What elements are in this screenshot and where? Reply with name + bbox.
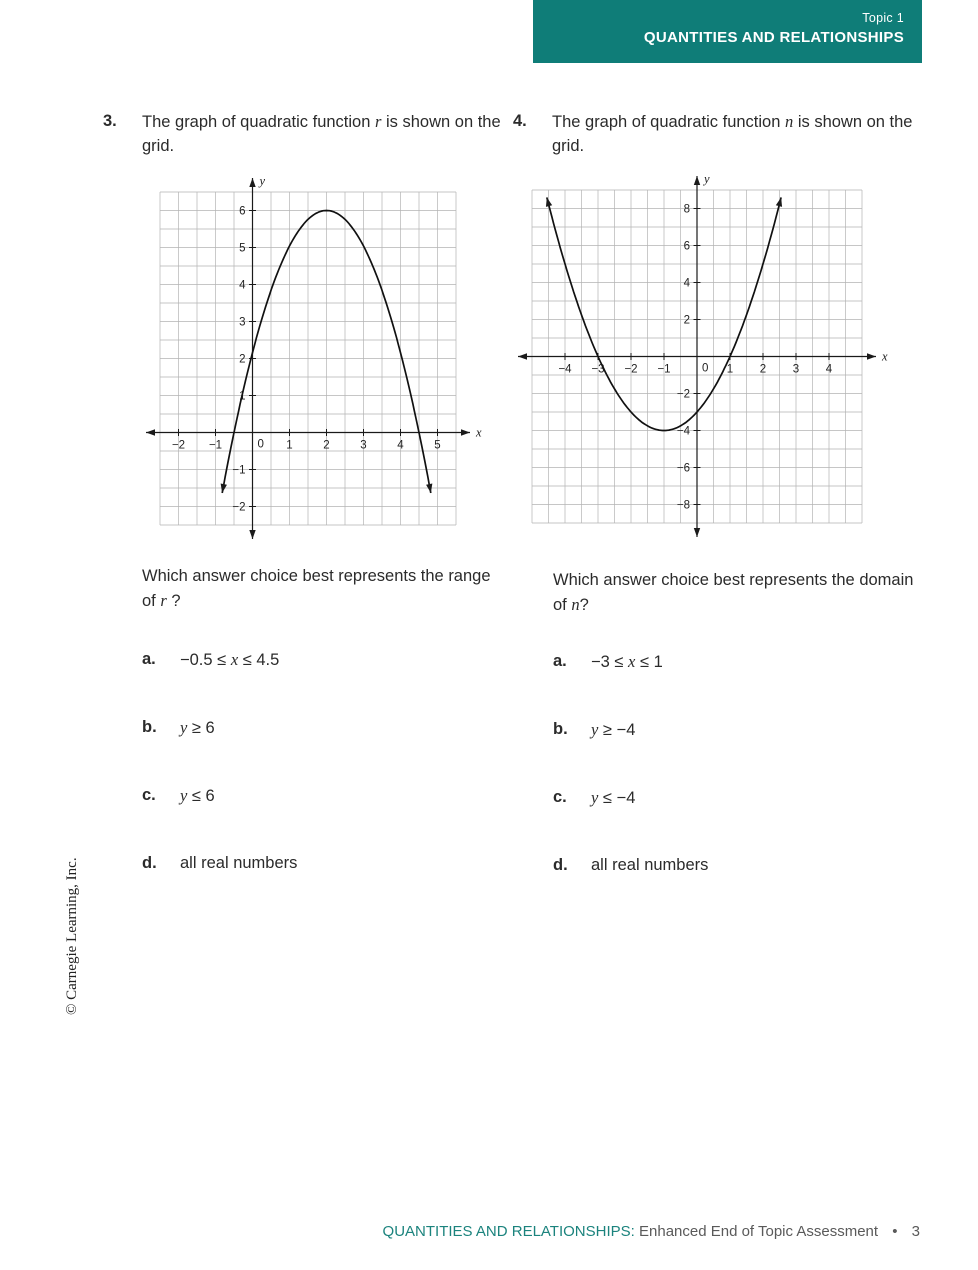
choice-4d-label: d.	[553, 856, 568, 874]
svg-text:1: 1	[726, 363, 734, 376]
choice-4c-text: y ≤ −4	[591, 788, 636, 807]
svg-text:4: 4	[239, 279, 246, 292]
svg-text:−2: −2	[171, 439, 186, 452]
question-3-head	[103, 110, 501, 159]
choice-3d	[142, 854, 297, 873]
question-4-number: 4.	[513, 112, 527, 130]
choice-3d-text: all real numbers	[180, 854, 298, 872]
choice-3a	[142, 650, 297, 670]
svg-text:x: x	[476, 425, 482, 440]
choice-4a	[553, 652, 708, 672]
question-4-choices	[553, 652, 708, 923]
choice-4b-text: y ≥ −4	[591, 720, 636, 739]
question-3	[103, 110, 501, 159]
svg-text:4: 4	[683, 277, 690, 290]
svg-text:y: y	[259, 174, 266, 188]
topic-header	[533, 0, 922, 63]
svg-text:3: 3	[792, 363, 800, 376]
footer-subtitle: Enhanced End of Topic Assessment	[639, 1223, 879, 1240]
svg-text:6: 6	[683, 240, 690, 253]
svg-text:5: 5	[239, 242, 246, 255]
svg-text:5: 5	[434, 439, 441, 452]
question-4-prompt: The graph of quadratic function n is shown on the grid.	[552, 112, 913, 155]
question-3-number: 3.	[103, 112, 117, 130]
svg-text:1: 1	[239, 390, 246, 403]
svg-text:−2: −2	[676, 388, 690, 401]
footer-title: QUANTITIES AND RELATIONSHIPS:	[382, 1223, 635, 1240]
question-3-stem: Which answer choice best represents the range of r ?	[142, 567, 491, 610]
svg-text:y: y	[704, 172, 710, 186]
choice-3c	[142, 786, 297, 806]
svg-text:−6: −6	[676, 462, 690, 475]
svg-text:4: 4	[825, 363, 833, 376]
question-4	[513, 110, 918, 159]
footer-separator: •	[892, 1223, 898, 1240]
svg-text:2: 2	[239, 353, 246, 366]
svg-text:8: 8	[683, 203, 690, 216]
choice-4c-label: c.	[553, 788, 567, 806]
svg-text:−4: −4	[676, 425, 690, 438]
choice-3c-text: y ≤ 6	[180, 786, 215, 805]
question-4-stem: Which answer choice best represents the domain of n?	[553, 571, 914, 614]
svg-text:6: 6	[239, 205, 246, 218]
svg-text:0: 0	[702, 362, 709, 375]
svg-text:2: 2	[323, 439, 330, 452]
svg-text:−4: −4	[558, 363, 572, 376]
svg-text:x: x	[882, 349, 888, 364]
svg-text:−1: −1	[232, 464, 246, 477]
choice-3a-label: a.	[142, 650, 156, 668]
svg-text:2: 2	[683, 314, 690, 327]
svg-text:−2: −2	[624, 363, 638, 376]
svg-text:1: 1	[286, 439, 293, 452]
choice-4a-label: a.	[553, 652, 567, 670]
choice-3b-label: b.	[142, 718, 157, 736]
question-3-choices	[142, 650, 297, 921]
svg-text:4: 4	[397, 439, 404, 452]
svg-text:−1: −1	[208, 439, 223, 452]
choice-4b	[553, 720, 708, 740]
choice-3b	[142, 718, 297, 738]
graph-function-n	[512, 168, 892, 566]
choice-4d-text: all real numbers	[591, 856, 709, 874]
choice-4c	[553, 788, 708, 808]
page-footer	[383, 1223, 920, 1240]
choice-4b-label: b.	[553, 720, 568, 738]
footer-page-number: 3	[911, 1223, 920, 1240]
svg-text:3: 3	[360, 439, 367, 452]
choice-3a-text: −0.5 ≤ x ≤ 4.5	[180, 650, 280, 669]
choice-4d	[553, 856, 708, 875]
choice-3c-label: c.	[142, 786, 156, 804]
question-4-head	[513, 110, 918, 159]
svg-text:2: 2	[759, 363, 767, 376]
svg-text:−1: −1	[657, 363, 671, 376]
copyright-vertical-label: © Carnegie Learning, Inc.	[64, 857, 80, 1015]
graph-function-r	[138, 168, 483, 566]
svg-text:−8: −8	[676, 499, 690, 512]
choice-3b-text: y ≥ 6	[180, 718, 215, 737]
svg-text:0: 0	[257, 438, 264, 451]
choice-3d-label: d.	[142, 854, 157, 872]
svg-text:3: 3	[239, 316, 246, 329]
topic-label: Topic 1	[862, 11, 904, 25]
svg-text:−2: −2	[232, 501, 246, 514]
topic-title: QUANTITIES AND RELATIONSHIPS	[643, 29, 904, 46]
question-3-prompt: The graph of quadratic function r is shown on the grid.	[142, 112, 501, 155]
choice-4a-text: −3 ≤ x ≤ 1	[591, 652, 663, 671]
svg-text:−3: −3	[591, 363, 605, 376]
